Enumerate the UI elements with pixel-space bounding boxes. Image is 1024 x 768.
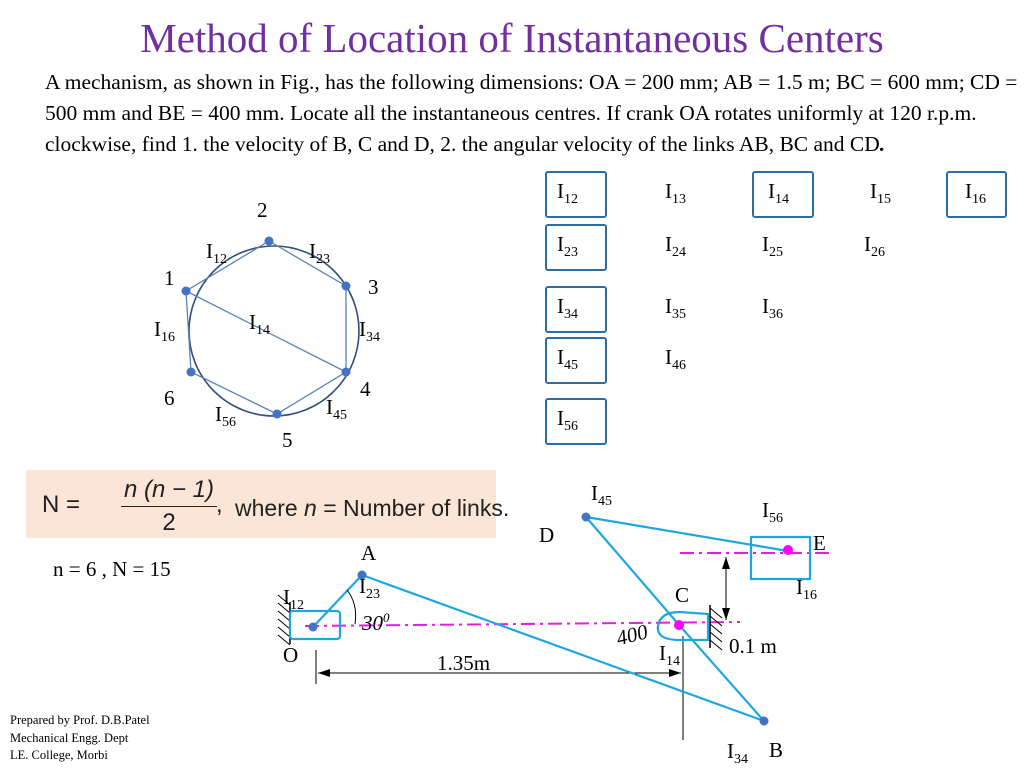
ic-cell-46: $I_{46}$ xyxy=(665,345,686,373)
ic-cell-25: $I_{25}$ xyxy=(762,232,783,260)
mech-label-i14: $I_{14}$ xyxy=(659,641,680,669)
link-6-number: 6 xyxy=(164,386,175,410)
angle-400-label: 400 xyxy=(613,619,651,651)
label-i14: $I_{14}$ xyxy=(249,310,270,338)
credit-line-1: Prepared by Prof. D.B.Patel xyxy=(10,713,150,727)
ic-cell-26: $I_{26}$ xyxy=(864,232,885,260)
formula-box xyxy=(26,470,510,538)
point-e-label: E xyxy=(813,531,826,555)
mech-label-i45: $I_{45}$ xyxy=(591,481,612,509)
angle-arc xyxy=(347,590,356,624)
joint-d xyxy=(582,513,591,522)
ic-cell-13: $I_{13}$ xyxy=(665,179,686,207)
formula-lhs: N = xyxy=(42,491,81,518)
ic-cell-35: $I_{35}$ xyxy=(665,294,686,322)
fraction-bar xyxy=(121,506,217,507)
ic-cell-24: $I_{24}$ xyxy=(665,232,686,260)
ic-cell-16: $I_{16}$ xyxy=(965,179,986,207)
link-5-number: 5 xyxy=(282,428,293,452)
dot-link-3 xyxy=(342,282,351,291)
dim-horizontal-label: 1.35m xyxy=(437,651,491,675)
arrowhead-down xyxy=(722,608,730,620)
link-1-number: 1 xyxy=(164,266,175,290)
joint-c xyxy=(674,620,684,630)
page-title: Method of Location of Instantaneous Centers xyxy=(140,15,884,61)
circle-diagram xyxy=(182,237,360,423)
label-i12: $I_{12}$ xyxy=(206,239,227,267)
joint-o xyxy=(309,623,318,632)
arrowhead-right xyxy=(669,669,681,677)
arrowhead-up xyxy=(722,557,730,569)
label-i34: $I_{34}$ xyxy=(359,317,380,345)
link-3-number: 3 xyxy=(368,275,379,299)
formula-denominator: 2 xyxy=(162,509,176,536)
ic-cell-34: $I_{34}$ xyxy=(557,294,578,322)
mech-label-i34: $I_{34}$ xyxy=(727,739,748,767)
formula-numerator: n (n − 1) xyxy=(123,476,215,503)
ic-cell-12: $I_{12}$ xyxy=(557,179,578,207)
link-de xyxy=(586,517,788,551)
point-a-label: A xyxy=(361,541,377,565)
link-cd xyxy=(586,517,680,626)
point-o-label: O xyxy=(283,643,299,667)
label-i45: $I_{45}$ xyxy=(326,395,347,423)
ic-cell-23: $I_{23}$ xyxy=(557,232,578,260)
formula-rhs: where n = Number of links. xyxy=(235,495,510,521)
problem-text: A mechanism, as shown in Fig., has the following dimensions: OA = 200 mm; AB = 1.5 m; BC = 600 mm; CD = 500 mm and BE = 400 mm. Locate all the instantaneous centres. If crank OA rotates uniformly at 120 r.p.m. clockwise, find 1. the velocity of B, C and D, 2. the angular velocity of the links AB, BC and CD xyxy=(45,70,1018,156)
label-i56: $I_{56}$ xyxy=(215,402,236,430)
arrowhead-left xyxy=(318,669,330,677)
ic-cell-15: $I_{15}$ xyxy=(870,179,891,207)
ic-cell-45: $I_{45}$ xyxy=(557,345,578,373)
link-4-number: 4 xyxy=(360,377,371,401)
dot-link-5 xyxy=(273,410,282,419)
point-c-label: C xyxy=(675,583,690,607)
point-b-label: B xyxy=(769,738,784,762)
joint-b xyxy=(760,717,769,726)
ic-cell-36: $I_{36}$ xyxy=(762,294,783,322)
mech-label-i12: $I_{12}$ xyxy=(283,585,304,613)
link-2-number: 2 xyxy=(257,198,268,222)
n-value: n = 6 , N = 15 xyxy=(53,557,171,581)
link-ab xyxy=(362,575,764,721)
dot-link-4 xyxy=(342,368,351,377)
mech-label-i23: $I_{23}$ xyxy=(359,574,380,602)
dot-link-2 xyxy=(265,237,274,246)
link-oa xyxy=(313,575,362,627)
dim-vertical-label: 0.1 m xyxy=(729,634,777,658)
joint-e xyxy=(783,545,793,555)
slider-e xyxy=(751,537,810,579)
angle-label: $30^0$ xyxy=(362,610,390,635)
credit xyxy=(10,712,150,765)
ic-cell-56: $I_{56}$ xyxy=(557,406,578,434)
mech-label-i56: $I_{56}$ xyxy=(762,498,783,526)
credit-line-2: Mechanical Engg. Dept xyxy=(10,730,129,745)
label-i16: $I_{16}$ xyxy=(154,317,175,345)
formula-comma: , xyxy=(216,491,223,518)
ic-cell-14: $I_{14}$ xyxy=(768,179,789,207)
problem-end-mark: . xyxy=(879,132,886,156)
point-d-label: D xyxy=(539,523,555,547)
dot-link-1 xyxy=(182,287,191,296)
dot-link-6 xyxy=(187,368,196,377)
credit-line-3: LE. College, Morbi xyxy=(10,748,108,762)
label-i23: $I_{23}$ xyxy=(309,239,330,267)
ground-hatch-c xyxy=(710,608,722,650)
diagram-circle xyxy=(189,246,359,423)
mech-label-i16: $I_{16}$ xyxy=(796,575,817,603)
